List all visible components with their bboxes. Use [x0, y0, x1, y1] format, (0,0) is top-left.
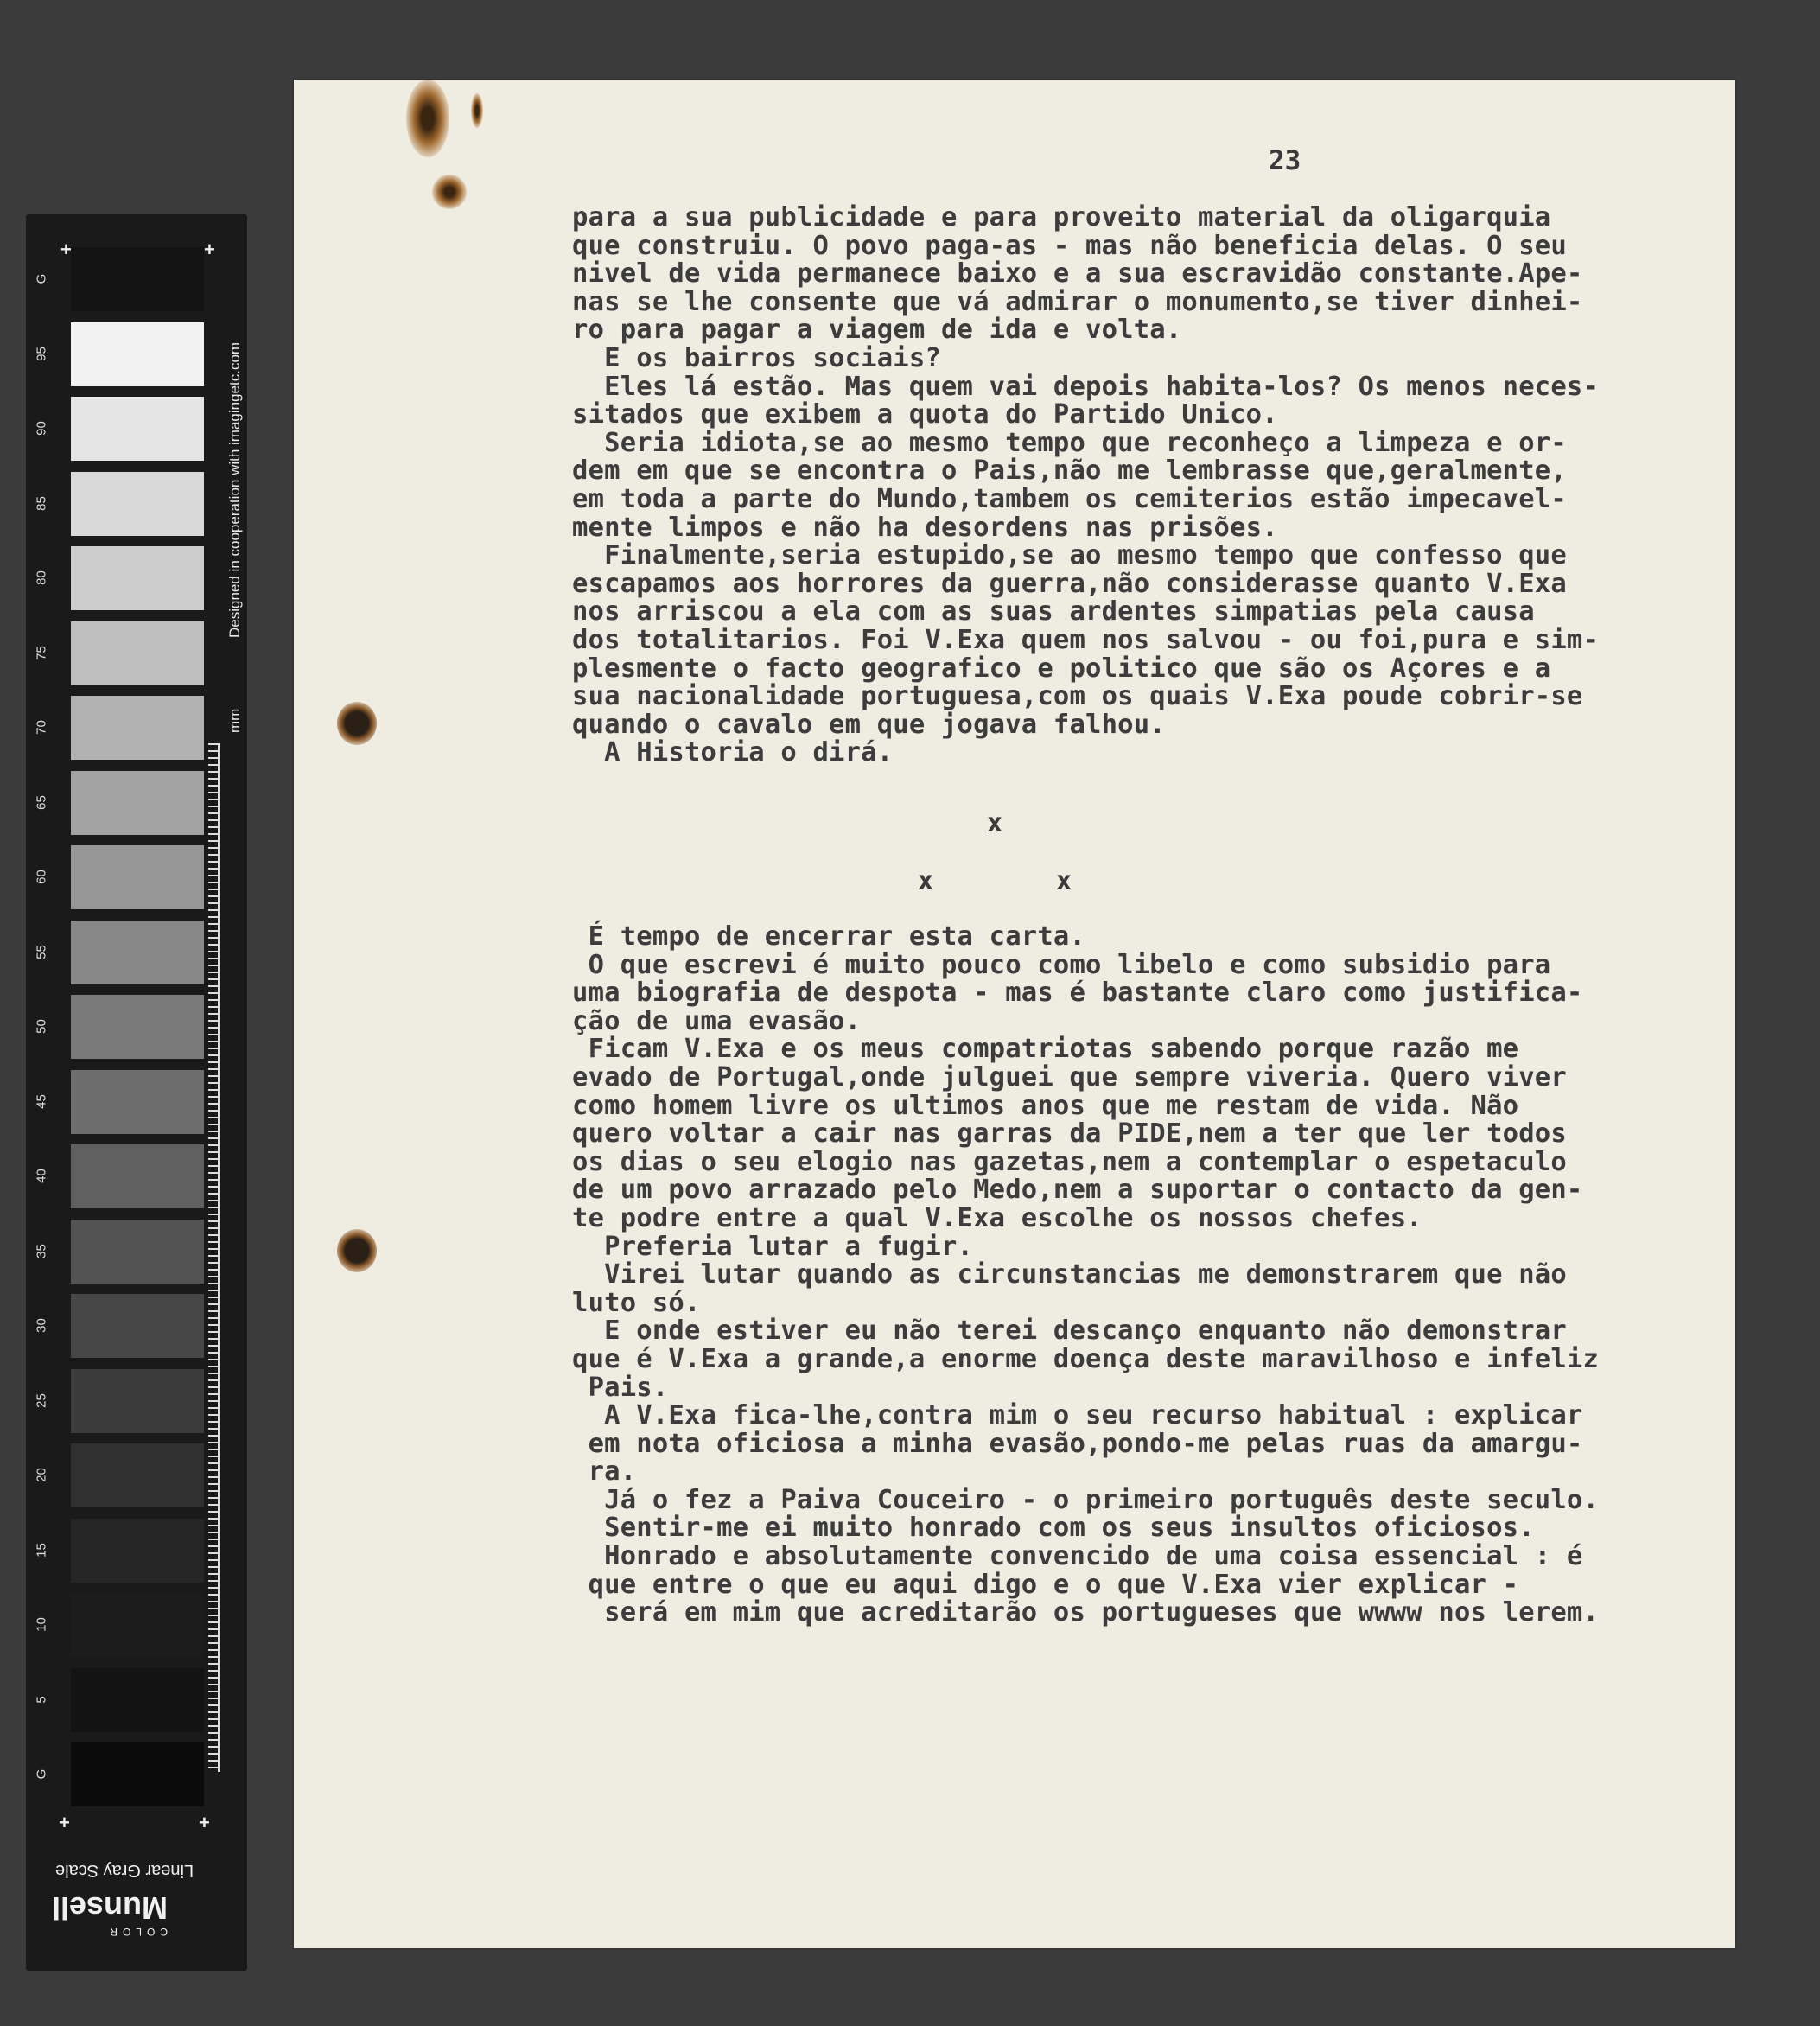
gray-patch — [71, 247, 204, 311]
scale-number: 85 — [34, 495, 49, 511]
scale-number: G — [34, 1768, 49, 1780]
plus-mark: + — [60, 239, 72, 260]
text-line: nivel de vida permanece baixo e a sua escravidão constante.Ape- — [572, 258, 1583, 290]
text-line: luto só. — [572, 1287, 701, 1318]
scale-number: 75 — [34, 645, 49, 660]
text-line: Pais. — [572, 1372, 669, 1403]
plus-mark: + — [204, 239, 215, 260]
text-line: nas se lhe consente que vá admirar o monumento,se tiver dinhei- — [572, 286, 1583, 317]
punch-hole — [337, 1229, 377, 1272]
gray-patch — [71, 995, 204, 1059]
scale-number: 35 — [34, 1243, 49, 1258]
scale-number: 30 — [34, 1318, 49, 1333]
gray-patch — [71, 1593, 204, 1657]
scale-number: 50 — [34, 1019, 49, 1034]
typed-text-block-b — [572, 923, 1696, 1628]
gray-patch — [71, 472, 204, 536]
text-line: será em mim que acreditarão os portugueses que wwww nos lerem. — [572, 1597, 1600, 1628]
scale-number: 90 — [34, 421, 49, 436]
gray-patch — [71, 546, 204, 610]
section-separator-left: x — [918, 866, 934, 896]
gray-patch — [71, 1220, 204, 1284]
text-line: mente limpos e não ha desordens nas prisões. — [572, 512, 1278, 543]
text-line: Ficam V.Exa e os meus compatriotas sabendo porque razão me — [572, 1034, 1519, 1065]
text-line: Seria idiota,se ao mesmo tempo que reconheço a limpeza e or- — [572, 427, 1567, 458]
text-line: Honrado e absolutamente convencido de uma coisa essencial : é — [572, 1541, 1583, 1572]
text-line: dem em que se encontra o Pais,não me lembrasse que,geralmente, — [572, 456, 1567, 487]
scale-name: Linear Gray Scale — [55, 1861, 194, 1880]
text-line: Virei lutar quando as circunstancias me demonstrarem que não — [572, 1259, 1567, 1290]
text-line: E onde estiver eu não terei descanço enquanto não demonstrar — [572, 1316, 1567, 1347]
scale-number: 10 — [34, 1617, 49, 1632]
text-line: quando o cavalo em que jogava falhou. — [572, 709, 1166, 740]
scale-number: 70 — [34, 720, 49, 735]
plus-mark: + — [199, 1812, 210, 1833]
text-line: A V.Exa fica-lhe,contra mim o seu recurso habitual : explicar — [572, 1400, 1583, 1431]
plus-mark: + — [59, 1812, 70, 1833]
text-line: E os bairros sociais? — [572, 342, 941, 373]
punch-hole — [337, 702, 377, 745]
gray-patch — [71, 1742, 204, 1806]
gray-patch — [71, 397, 204, 461]
typed-text-block-a — [572, 204, 1696, 768]
mm-ruler-line — [218, 743, 220, 1772]
burn-mark — [471, 93, 483, 128]
scale-number: 80 — [34, 570, 49, 585]
scale-number: 65 — [34, 794, 49, 810]
text-line: ção de uma evasão. — [572, 1005, 862, 1036]
gray-patch — [71, 696, 204, 760]
scale-number: 20 — [34, 1468, 49, 1482]
munsell-logo — [52, 1889, 168, 1938]
text-line: sua nacionalidade portuguesa,com os quais V.Exa poude cobrir-se — [572, 681, 1583, 712]
burn-mark — [432, 175, 467, 209]
gray-patch — [71, 621, 204, 685]
text-line: os dias o seu elogio nas gazetas,nem a contemplar o espetaculo — [572, 1146, 1567, 1177]
text-line: em nota oficiosa a minha evasão,pondo-me pelas ruas da amargu- — [572, 1428, 1583, 1459]
gray-patch — [71, 1144, 204, 1208]
scale-number: 95 — [34, 346, 49, 361]
gray-patch — [71, 921, 204, 984]
text-line: que entre o que eu aqui digo e o que V.Exa vier explicar - — [572, 1569, 1519, 1600]
scale-number: 60 — [34, 870, 49, 884]
gray-patch — [71, 1070, 204, 1134]
gray-patch — [71, 322, 204, 386]
text-line: A Historia o dirá. — [572, 737, 894, 768]
text-line: quero voltar a cair nas garras da PIDE,nem a ter que ler todos — [572, 1118, 1567, 1150]
section-separator-right: x — [1056, 866, 1072, 896]
text-line: sitados que exibem a quota do Partido Unico. — [572, 399, 1278, 430]
text-line: Finalmente,seria estupido,se ao mesmo tempo que confesso que — [572, 540, 1567, 571]
scale-number: G — [34, 273, 49, 284]
text-line: em toda a parte do Mundo,tambem os cemiterios estão impecavel- — [572, 483, 1567, 514]
text-line: de um povo arrazado pelo Medo,nem a suportar o contacto da gen- — [572, 1175, 1583, 1206]
text-line: que construiu. O povo paga-as - mas não beneficia delas. O seu — [572, 230, 1567, 261]
munsell-brand: Munsell — [52, 1890, 169, 1926]
text-line: te podre entre a qual V.Exa escolhe os nossos chefes. — [572, 1202, 1422, 1233]
gray-patch — [71, 1519, 204, 1583]
text-line: ro para pagar a viagem de ida e volta. — [572, 315, 1182, 346]
gray-patch — [71, 845, 204, 909]
scale-number: 40 — [34, 1169, 49, 1183]
text-line: como homem livre os ultimos anos que me restam de vida. Não — [572, 1090, 1519, 1121]
text-line: Preferia lutar a fugir. — [572, 1231, 974, 1262]
gray-patch — [71, 1443, 204, 1507]
gray-patch — [71, 1294, 204, 1358]
gray-patch — [71, 1369, 204, 1433]
page-number: 23 — [1269, 145, 1301, 176]
section-separator-top: x — [987, 808, 1003, 838]
scale-number: 25 — [34, 1392, 49, 1408]
scale-number: 15 — [34, 1542, 49, 1558]
gray-patch — [71, 771, 204, 835]
text-line: que é V.Exa a grande,a enorme doença deste maravilhoso e infeliz — [572, 1343, 1600, 1374]
text-line: ra. — [572, 1456, 637, 1488]
scale-unit: mm — [226, 708, 243, 733]
munsell-sub: COLOR — [105, 1926, 169, 1938]
text-line: O que escrevi é muito pouco como libelo e como subsidio para — [572, 949, 1551, 980]
text-line: Sentir-me ei muito honrado com os seus insultos oficiosos. — [572, 1513, 1535, 1544]
text-line: uma biografia de despota - mas é bastante claro como justifica- — [572, 978, 1583, 1009]
gray-patch — [71, 1668, 204, 1732]
text-line: dos totalitarios. Foi V.Exa quem nos salvou - ou foi,pura e sim- — [572, 624, 1600, 655]
scale-number: 45 — [34, 1093, 49, 1109]
scale-number: 5 — [34, 1695, 49, 1704]
text-line: É tempo de encerrar esta carta. — [572, 921, 1086, 952]
text-line: nos arriscou a ela com as suas ardentes simpatias pela causa — [572, 596, 1535, 628]
scale-credit: Designed in cooperation with imagingetc.com — [226, 341, 243, 638]
text-line: Eles lá estão. Mas quem vai depois habita-los? Os menos neces- — [572, 371, 1600, 402]
text-line: plesmente o facto geografico e politico que são os Açores e a — [572, 653, 1551, 684]
text-line: Já o fez a Paiva Couceiro - o primeiro português deste seculo. — [572, 1484, 1600, 1515]
text-line: escapamos aos horrores da guerra,não considerasse quanto V.Exa — [572, 568, 1567, 599]
burn-mark — [406, 80, 449, 157]
scale-number: 55 — [34, 944, 49, 959]
text-line: para a sua publicidade e para proveito material da oligarquia — [572, 202, 1551, 233]
mm-ruler — [200, 743, 220, 1772]
text-line: evado de Portugal,onde julguei que sempre viveria. Quero viver — [572, 1061, 1567, 1093]
